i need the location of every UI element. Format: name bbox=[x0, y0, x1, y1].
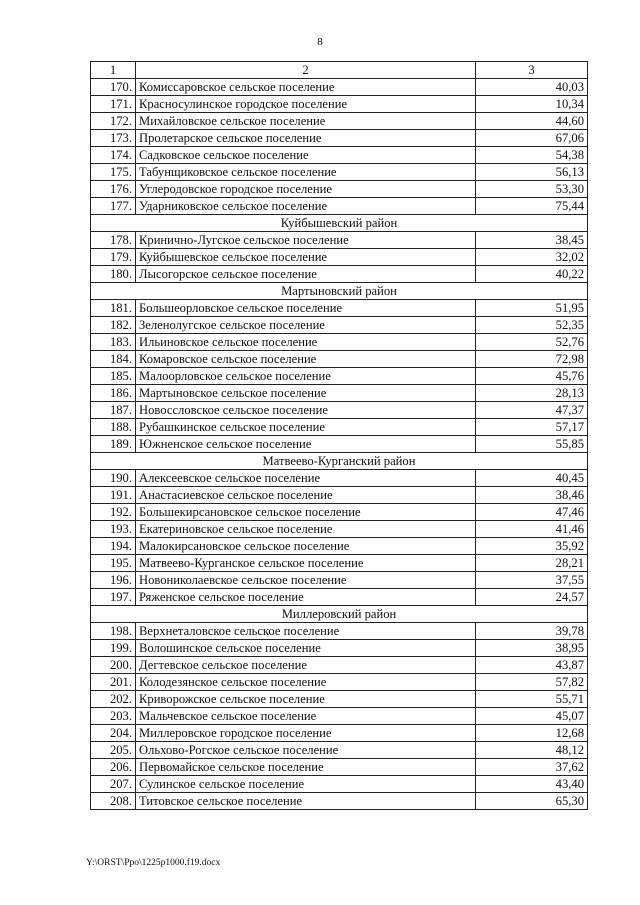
settlement-value: 53,30 bbox=[476, 181, 588, 198]
settlement-value: 43,40 bbox=[476, 776, 588, 793]
table-row bbox=[91, 538, 588, 555]
settlement-value: 41,46 bbox=[476, 521, 588, 538]
table-row bbox=[91, 198, 588, 215]
settlement-value: 72,98 bbox=[476, 351, 588, 368]
settlement-value: 40,03 bbox=[476, 79, 588, 96]
settlement-name: Большеорловское сельское поселение bbox=[136, 300, 476, 317]
table-row bbox=[91, 657, 588, 674]
settlement-name: Рубашкинское сельское поселение bbox=[136, 419, 476, 436]
settlement-name: Ряженское сельское поселение bbox=[136, 589, 476, 606]
settlement-value: 55,71 bbox=[476, 691, 588, 708]
settlement-name: Малокирсановское сельское поселение bbox=[136, 538, 476, 555]
table-row bbox=[91, 317, 588, 334]
table-row bbox=[91, 725, 588, 742]
row-number: 182. bbox=[91, 317, 136, 334]
row-number: 190. bbox=[91, 470, 136, 487]
row-number: 170. bbox=[91, 79, 136, 96]
settlement-value: 24,57 bbox=[476, 589, 588, 606]
table-row bbox=[91, 555, 588, 572]
settlement-value: 37,62 bbox=[476, 759, 588, 776]
settlement-name: Криворожское сельское поселение bbox=[136, 691, 476, 708]
settlement-name: Михайловское сельское поселение bbox=[136, 113, 476, 130]
row-number: 194. bbox=[91, 538, 136, 555]
table-row bbox=[91, 674, 588, 691]
settlement-value: 39,78 bbox=[476, 623, 588, 640]
header-col-2: 2 bbox=[136, 62, 476, 79]
settlement-value: 45,76 bbox=[476, 368, 588, 385]
row-number: 176. bbox=[91, 181, 136, 198]
settlement-name: Лысогорское сельское поселение bbox=[136, 266, 476, 283]
settlement-name: Большекирсановское сельское поселение bbox=[136, 504, 476, 521]
table-row bbox=[91, 623, 588, 640]
settlement-name: Пролетарское сельское поселение bbox=[136, 130, 476, 147]
table-row bbox=[91, 793, 588, 810]
table-row bbox=[91, 436, 588, 453]
row-number: 202. bbox=[91, 691, 136, 708]
table-row bbox=[91, 79, 588, 96]
table-row bbox=[91, 691, 588, 708]
settlement-name: Ильиновское сельское поселение bbox=[136, 334, 476, 351]
district-title: Миллеровский район bbox=[91, 606, 588, 623]
table-row bbox=[91, 589, 588, 606]
district-header-row bbox=[91, 215, 588, 232]
row-number: 196. bbox=[91, 572, 136, 589]
settlement-name: Екатериновское сельское поселение bbox=[136, 521, 476, 538]
settlement-value: 56,13 bbox=[476, 164, 588, 181]
table-row bbox=[91, 232, 588, 249]
row-number: 206. bbox=[91, 759, 136, 776]
district-title: Матвеево-Курганский район bbox=[91, 453, 588, 470]
settlement-name: Малоорловское сельское поселение bbox=[136, 368, 476, 385]
settlement-value: 10,34 bbox=[476, 96, 588, 113]
district-title: Мартыновский район bbox=[91, 283, 588, 300]
row-number: 183. bbox=[91, 334, 136, 351]
table-row bbox=[91, 572, 588, 589]
table-row bbox=[91, 164, 588, 181]
row-number: 172. bbox=[91, 113, 136, 130]
row-number: 177. bbox=[91, 198, 136, 215]
settlement-value: 47,46 bbox=[476, 504, 588, 521]
settlement-name: Садковское сельское поселение bbox=[136, 147, 476, 164]
row-number: 203. bbox=[91, 708, 136, 725]
settlement-value: 52,35 bbox=[476, 317, 588, 334]
page-number: 8 bbox=[317, 36, 323, 48]
settlement-name: Титовское сельское поселение bbox=[136, 793, 476, 810]
table-row bbox=[91, 147, 588, 164]
settlement-value: 65,30 bbox=[476, 793, 588, 810]
settlement-value: 38,95 bbox=[476, 640, 588, 657]
row-number: 179. bbox=[91, 249, 136, 266]
settlement-name: Ударниковское сельское поселение bbox=[136, 198, 476, 215]
table-row bbox=[91, 113, 588, 130]
settlement-name: Миллеровское городское поселение bbox=[136, 725, 476, 742]
settlement-value: 32,02 bbox=[476, 249, 588, 266]
table-header-row bbox=[91, 62, 588, 79]
row-number: 188. bbox=[91, 419, 136, 436]
table-row bbox=[91, 504, 588, 521]
settlement-value: 12,68 bbox=[476, 725, 588, 742]
settlement-name: Кринично-Лугское сельское поселение bbox=[136, 232, 476, 249]
district-header-row bbox=[91, 606, 588, 623]
settlement-value: 38,46 bbox=[476, 487, 588, 504]
settlement-value: 57,17 bbox=[476, 419, 588, 436]
settlement-value: 55,85 bbox=[476, 436, 588, 453]
footer-file-path: Y:\ORST\Ppo\1225p1000.f19.docx bbox=[86, 858, 221, 868]
settlement-value: 35,92 bbox=[476, 538, 588, 555]
row-number: 205. bbox=[91, 742, 136, 759]
row-number: 187. bbox=[91, 402, 136, 419]
district-header-row bbox=[91, 453, 588, 470]
settlement-value: 48,12 bbox=[476, 742, 588, 759]
settlement-value: 44,60 bbox=[476, 113, 588, 130]
settlement-name: Матвеево-Курганское сельское поселение bbox=[136, 555, 476, 572]
table-row bbox=[91, 351, 588, 368]
row-number: 184. bbox=[91, 351, 136, 368]
settlement-name: Куйбышевское сельское поселение bbox=[136, 249, 476, 266]
settlement-value: 28,21 bbox=[476, 555, 588, 572]
row-number: 201. bbox=[91, 674, 136, 691]
table-row bbox=[91, 759, 588, 776]
settlement-value: 28,13 bbox=[476, 385, 588, 402]
settlement-value: 37,55 bbox=[476, 572, 588, 589]
settlement-name: Новониколаевское сельское поселение bbox=[136, 572, 476, 589]
row-number: 198. bbox=[91, 623, 136, 640]
settlement-name: Мальчевское сельское поселение bbox=[136, 708, 476, 725]
settlement-name: Анастасиевское сельское поселение bbox=[136, 487, 476, 504]
settlement-name: Новоссловское сельское поселение bbox=[136, 402, 476, 419]
table-row bbox=[91, 130, 588, 147]
row-number: 207. bbox=[91, 776, 136, 793]
settlement-name: Колодезянское сельское поселение bbox=[136, 674, 476, 691]
table-row bbox=[91, 470, 588, 487]
row-number: 186. bbox=[91, 385, 136, 402]
settlement-value: 57,82 bbox=[476, 674, 588, 691]
settlement-name: Алексеевское сельское поселение bbox=[136, 470, 476, 487]
settlement-name: Зеленолугское сельское поселение bbox=[136, 317, 476, 334]
table-row bbox=[91, 776, 588, 793]
row-number: 173. bbox=[91, 130, 136, 147]
settlement-value: 67,06 bbox=[476, 130, 588, 147]
table-row bbox=[91, 249, 588, 266]
settlement-name: Мартыновское сельское поселение bbox=[136, 385, 476, 402]
table-row bbox=[91, 181, 588, 198]
settlement-value: 47,37 bbox=[476, 402, 588, 419]
settlement-name: Углеродовское городское поселение bbox=[136, 181, 476, 198]
row-number: 195. bbox=[91, 555, 136, 572]
table-row bbox=[91, 640, 588, 657]
header-col-3: 3 bbox=[476, 62, 588, 79]
district-title: Куйбышевский район bbox=[91, 215, 588, 232]
settlement-name: Южненское сельское поселение bbox=[136, 436, 476, 453]
row-number: 199. bbox=[91, 640, 136, 657]
row-number: 174. bbox=[91, 147, 136, 164]
table-row bbox=[91, 334, 588, 351]
settlements-table bbox=[90, 61, 588, 810]
table-body bbox=[91, 62, 588, 810]
row-number: 200. bbox=[91, 657, 136, 674]
table-row bbox=[91, 402, 588, 419]
settlement-name: Табунщиковское сельское поселение bbox=[136, 164, 476, 181]
row-number: 185. bbox=[91, 368, 136, 385]
row-number: 208. bbox=[91, 793, 136, 810]
settlement-value: 40,45 bbox=[476, 470, 588, 487]
table-row bbox=[91, 300, 588, 317]
settlement-name: Первомайское сельское поселение bbox=[136, 759, 476, 776]
row-number: 204. bbox=[91, 725, 136, 742]
table-row bbox=[91, 742, 588, 759]
district-header-row bbox=[91, 283, 588, 300]
table-row bbox=[91, 266, 588, 283]
settlement-name: Ольхово-Рогское сельское поселение bbox=[136, 742, 476, 759]
table-row bbox=[91, 487, 588, 504]
table-row bbox=[91, 96, 588, 113]
row-number: 189. bbox=[91, 436, 136, 453]
settlement-value: 52,76 bbox=[476, 334, 588, 351]
settlement-name: Комиссаровское сельское поселение bbox=[136, 79, 476, 96]
settlement-name: Комаровское сельское поселение bbox=[136, 351, 476, 368]
row-number: 193. bbox=[91, 521, 136, 538]
row-number: 178. bbox=[91, 232, 136, 249]
row-number: 175. bbox=[91, 164, 136, 181]
settlement-value: 43,87 bbox=[476, 657, 588, 674]
table-row bbox=[91, 385, 588, 402]
settlement-value: 54,38 bbox=[476, 147, 588, 164]
row-number: 181. bbox=[91, 300, 136, 317]
table-row bbox=[91, 419, 588, 436]
row-number: 191. bbox=[91, 487, 136, 504]
settlement-name: Волошинское сельское поселение bbox=[136, 640, 476, 657]
row-number: 192. bbox=[91, 504, 136, 521]
settlement-value: 38,45 bbox=[476, 232, 588, 249]
table-row bbox=[91, 368, 588, 385]
table-row bbox=[91, 521, 588, 538]
header-col-1: 1 bbox=[91, 62, 136, 79]
settlement-name: Верхнеталовское сельское поселение bbox=[136, 623, 476, 640]
row-number: 197. bbox=[91, 589, 136, 606]
settlement-value: 75,44 bbox=[476, 198, 588, 215]
row-number: 171. bbox=[91, 96, 136, 113]
table-row bbox=[91, 708, 588, 725]
settlement-name: Красносулинское городское поселение bbox=[136, 96, 476, 113]
settlement-value: 40,22 bbox=[476, 266, 588, 283]
row-number: 180. bbox=[91, 266, 136, 283]
settlement-name: Дегтевское сельское поселение bbox=[136, 657, 476, 674]
settlement-value: 45,07 bbox=[476, 708, 588, 725]
settlement-value: 51,95 bbox=[476, 300, 588, 317]
settlement-name: Сулинское сельское поселение bbox=[136, 776, 476, 793]
